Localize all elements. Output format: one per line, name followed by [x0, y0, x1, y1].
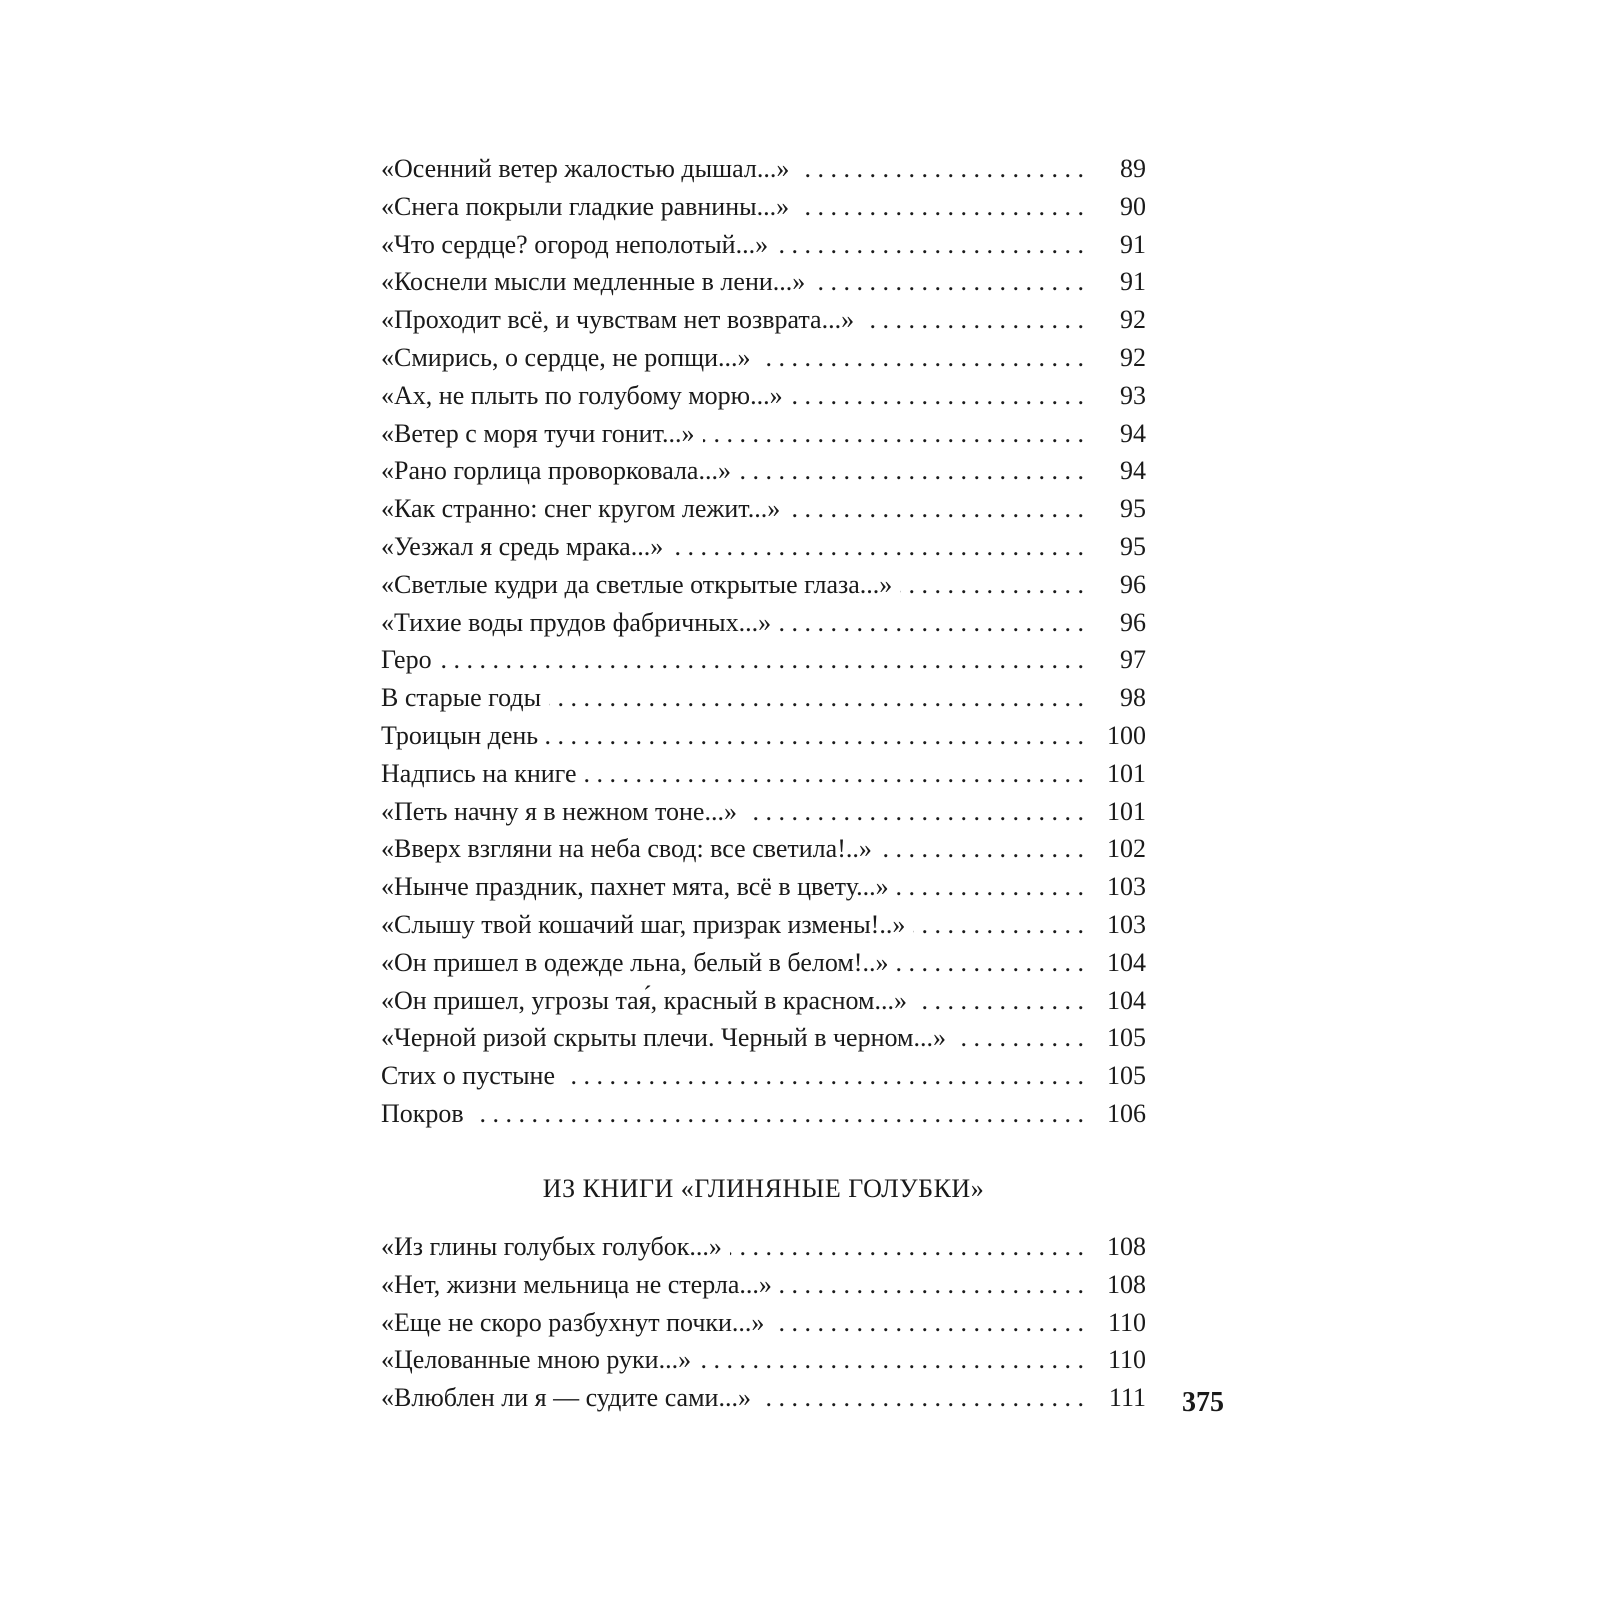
dot-leader: [745, 793, 1084, 831]
toc-entry-page: 106: [1107, 1098, 1146, 1128]
dot-leader: [739, 452, 1084, 490]
toc-entry: [381, 377, 1146, 415]
toc-entry-page: 103: [1107, 872, 1146, 902]
dot-leader: [797, 188, 1084, 226]
dot-leader: [730, 1228, 1084, 1266]
toc-entry: [381, 452, 1146, 490]
toc-entry-title: «Слышу твой кошачий шаг, призрак измены!..»: [381, 909, 906, 939]
toc-entry-title: «Проходит всё, и чувствам нет возврата...»: [381, 305, 855, 335]
toc-entry: [381, 906, 1146, 944]
toc-entry-title: Надпись на книге: [381, 758, 577, 788]
toc-entry-page: 104: [1107, 947, 1146, 977]
table-of-contents-part-1: [381, 150, 1146, 1133]
toc-entry: [381, 755, 1146, 793]
toc-entry-page: 89: [1120, 154, 1146, 183]
dot-leader: [699, 1341, 1084, 1379]
toc-entry-title: «Тихие воды прудов фабричных...»: [381, 607, 772, 637]
dot-leader: [772, 1304, 1084, 1342]
section-heading: ИЗ КНИГИ «ГЛИНЯНЫЕ ГОЛУБКИ»: [542, 1174, 985, 1203]
toc-entry: [381, 226, 1146, 264]
toc-entry: [381, 1095, 1146, 1133]
toc-entry: [381, 982, 1146, 1020]
toc-entry: [381, 717, 1146, 755]
toc-entry-title: «Нет, жизни мельница не стерла...»: [381, 1269, 772, 1299]
toc-entry-page: 110: [1107, 1307, 1146, 1337]
toc-entry: [381, 1057, 1146, 1095]
toc-entry-title: «Еще не скоро разбухнут почки...»: [381, 1307, 765, 1337]
toc-entry: [381, 1019, 1146, 1057]
toc-entry: [381, 490, 1146, 528]
toc-entry: [381, 566, 1146, 604]
toc-entry-title: «Уезжал я средь мрака...»: [381, 531, 664, 561]
toc-entry-page: 95: [1120, 531, 1146, 561]
toc-entry: [381, 1304, 1146, 1342]
dot-leader: [779, 604, 1084, 642]
toc-entry-page: 91: [1120, 229, 1146, 259]
toc-entry: [381, 1266, 1146, 1304]
toc-entry-title: «Рано горлица проворковала...»: [381, 456, 731, 486]
toc-entry: [381, 415, 1146, 453]
toc-entry: [381, 679, 1146, 717]
toc-entry: [381, 1228, 1146, 1266]
toc-entry-title: Геро: [381, 645, 432, 675]
toc-entry-title: «Снега покрыли гладкие равнины...»: [381, 191, 790, 221]
toc-entry: [381, 944, 1146, 982]
toc-entry-page: 96: [1120, 607, 1146, 637]
toc-entry-page: 94: [1120, 456, 1146, 486]
toc-entry-page: 98: [1120, 683, 1146, 713]
dot-leader: [788, 490, 1084, 528]
dot-leader: [472, 1095, 1084, 1133]
dot-leader: [759, 339, 1084, 377]
toc-entry: [381, 1379, 1146, 1417]
toc-entry: [381, 641, 1146, 679]
dot-leader: [915, 982, 1084, 1020]
dot-leader: [440, 641, 1084, 679]
toc-entry-page: 90: [1120, 191, 1146, 221]
toc-entry-page: 105: [1107, 1023, 1146, 1053]
dot-leader: [703, 415, 1085, 453]
dot-leader: [671, 528, 1084, 566]
dot-leader: [880, 830, 1084, 868]
toc-entry-title: «Целованные мною руки...»: [381, 1345, 692, 1375]
dot-leader: [759, 1379, 1084, 1417]
toc-entry-title: «Как странно: снег кругом лежит...»: [381, 494, 781, 524]
toc-entry-title: «Вверх взгляни на неба свод: все светила!..»: [381, 834, 872, 864]
toc-entry-title: «Влюблен ли я — судите сами...»: [381, 1383, 751, 1413]
toc-entry-title: «Смирись, о сердце, не ропщи...»: [381, 342, 751, 372]
toc-entry-page: 96: [1120, 569, 1146, 599]
toc-entry: [381, 263, 1146, 301]
toc-entry-title: «Из глины голубых голубок...»: [381, 1232, 722, 1261]
dot-leader: [791, 377, 1084, 415]
toc-entry-page: 95: [1120, 494, 1146, 524]
toc-entry: [381, 793, 1146, 831]
toc-entry-page: 100: [1107, 720, 1146, 750]
toc-entry: [381, 188, 1146, 226]
toc-entry-page: 108: [1107, 1232, 1146, 1261]
toc-entry: [381, 1341, 1146, 1379]
toc-entry-page: 101: [1107, 758, 1146, 788]
dot-leader: [862, 301, 1084, 339]
toc-entry: [381, 339, 1146, 377]
toc-entry: [381, 528, 1146, 566]
page-number: 375: [1182, 1387, 1224, 1418]
toc-entry-title: «Петь начну я в нежном тоне...»: [381, 796, 737, 826]
toc-entry-page: 110: [1107, 1345, 1146, 1375]
table-of-contents-part-2: [381, 1228, 1146, 1417]
toc-entry-page: 101: [1107, 796, 1146, 826]
dot-leader: [897, 868, 1084, 906]
toc-entry-title: «Коснели мысли медленные в лени...»: [381, 267, 806, 297]
dot-leader: [954, 1019, 1084, 1057]
toc-entry-page: 108: [1107, 1269, 1146, 1299]
toc-entry-title: «Осенний ветер жалостью дышал...»: [381, 154, 790, 183]
toc-entry-title: В старые годы: [381, 683, 542, 713]
toc-entry-title: Троицын день: [381, 720, 539, 750]
dot-leader: [776, 226, 1084, 264]
dot-leader: [563, 1057, 1084, 1095]
dot-leader: [549, 679, 1084, 717]
toc-entry-page: 102: [1107, 834, 1146, 864]
toc-entry-page: 93: [1120, 380, 1146, 410]
dot-leader: [546, 717, 1084, 755]
toc-entry-page: 92: [1120, 305, 1146, 335]
toc-entry-page: 104: [1107, 985, 1146, 1015]
toc-entry: [381, 830, 1146, 868]
dot-leader: [913, 906, 1084, 944]
toc-entry: [381, 868, 1146, 906]
toc-entry-title: «Ах, не плыть по голубому морю...»: [381, 380, 783, 410]
toc-entry-page: 105: [1107, 1061, 1146, 1091]
toc-entry-title: Покров: [381, 1098, 464, 1128]
dot-leader: [780, 1266, 1084, 1304]
toc-entry-title: «Он пришел, угрозы тая́, красный в красном...»: [381, 985, 908, 1015]
toc-entry: [381, 604, 1146, 642]
dot-leader: [797, 150, 1084, 188]
dot-leader: [896, 944, 1084, 982]
toc-entry-page: 91: [1120, 267, 1146, 297]
dot-leader: [585, 755, 1084, 793]
dot-leader: [900, 566, 1084, 604]
toc-entry: [381, 301, 1146, 339]
toc-entry-title: «Ветер с моря тучи гонит...»: [381, 418, 695, 448]
toc-entry-title: «Светлые кудри да светлые открытые глаза...»: [381, 569, 893, 599]
toc-entry: [381, 150, 1146, 188]
toc-entry-title: «Черной ризой скрыты плечи. Черный в черном...»: [381, 1023, 946, 1053]
toc-entry-page: 92: [1120, 342, 1146, 372]
toc-entry-title: Стих о пустыне: [381, 1061, 556, 1091]
toc-entry-title: «Он пришел в одежде льна, белый в белом!..»: [381, 947, 889, 977]
dot-leader: [813, 263, 1084, 301]
toc-entry-page: 94: [1120, 418, 1146, 448]
toc-entry-page: 111: [1108, 1383, 1146, 1413]
toc-entry-page: 103: [1107, 909, 1146, 939]
toc-entry-title: «Что сердце? огород неполотый...»: [381, 229, 769, 259]
toc-entry-page: 97: [1120, 645, 1146, 675]
toc-entry-title: «Нынче праздник, пахнет мята, всё в цвету...»: [381, 872, 889, 902]
